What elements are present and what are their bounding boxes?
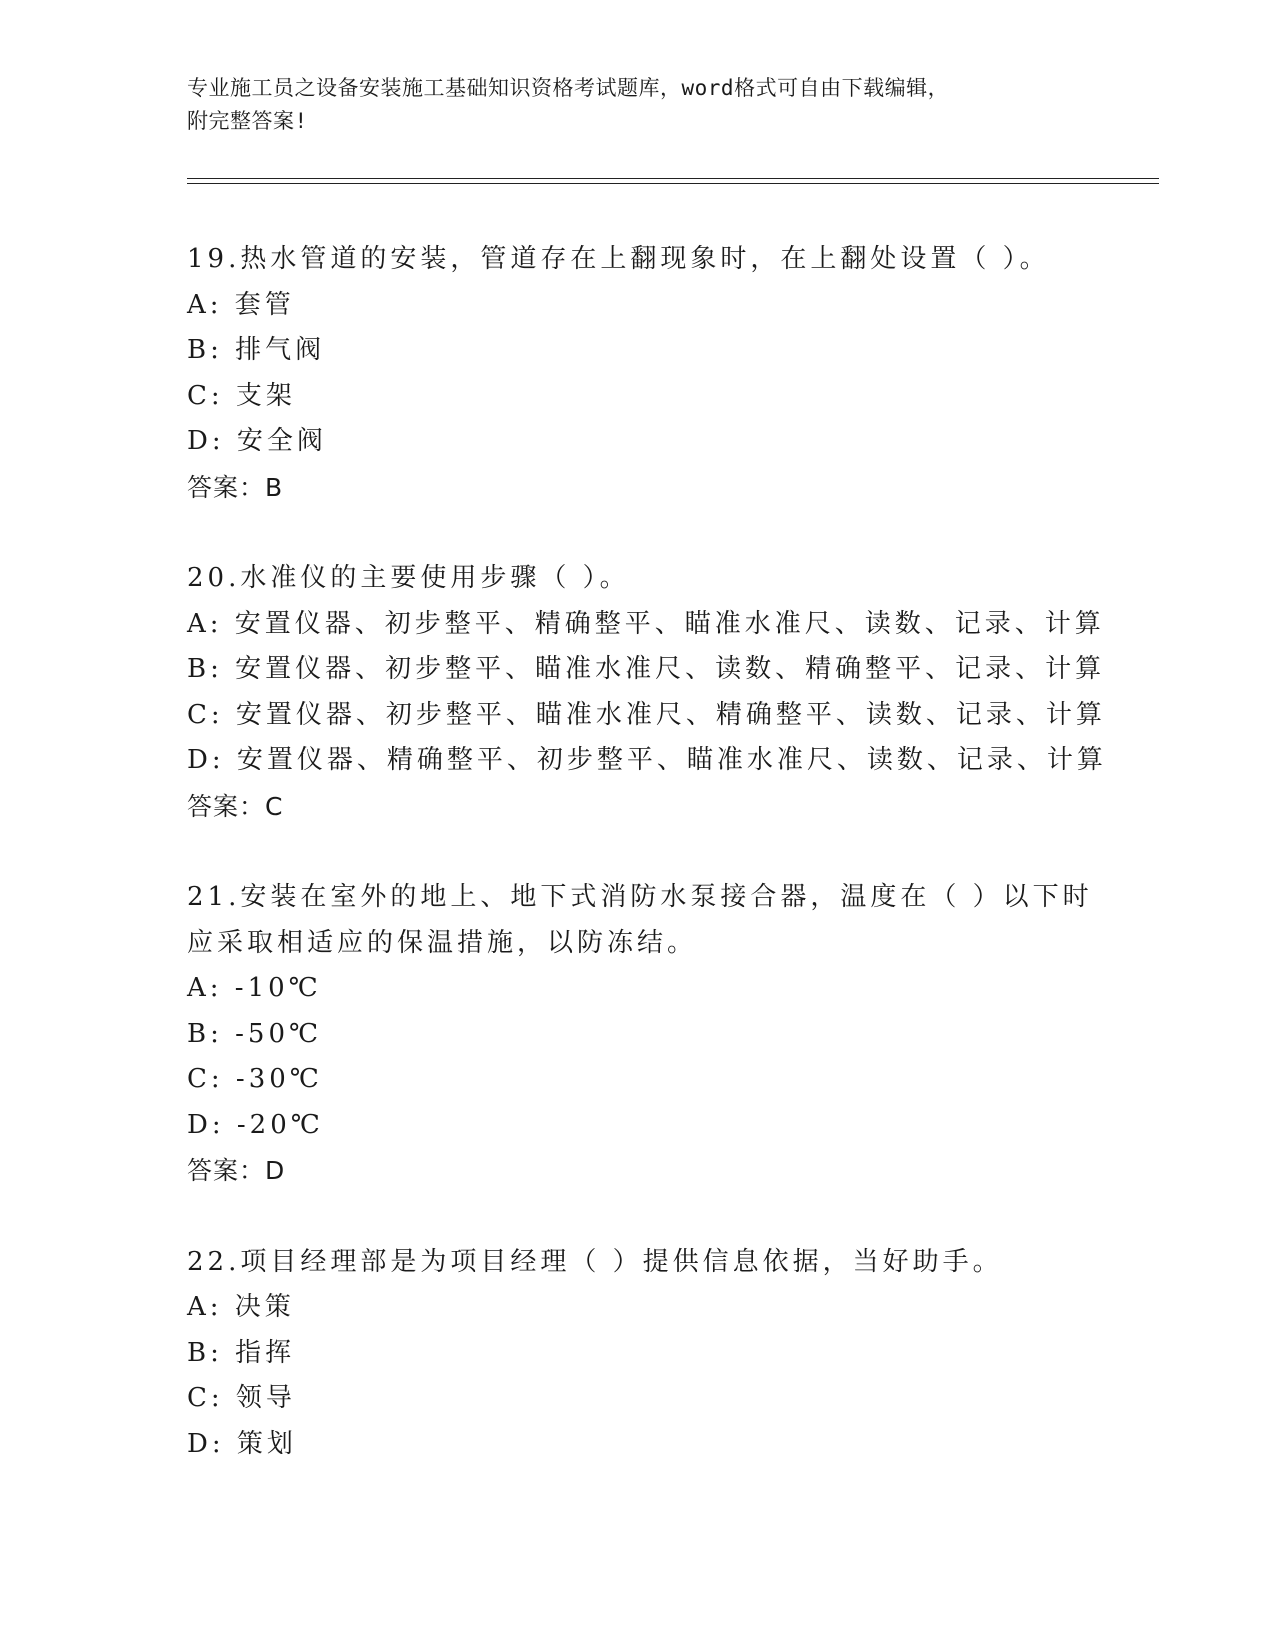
answer-line: 答案：D — [187, 1156, 286, 1185]
question-20 — [187, 556, 1107, 829]
header-divider-top — [187, 178, 1159, 179]
option-c: C: 支架 — [187, 380, 296, 411]
header-divider-bottom — [187, 183, 1159, 184]
answer-line: 答案：B — [187, 472, 284, 502]
option-c: C: 领导 — [187, 1383, 296, 1413]
question-stem-line: 21.安装在室外的地上、地下式消防水泵接合器，温度在（ ）以下时 — [187, 882, 1093, 912]
question-stem — [187, 1240, 1087, 1286]
option-d: D: 策划 — [187, 1428, 297, 1459]
header-line-1: 专业施工员之设备安装施工基础知识资格考试题库，word格式可自由下载编辑， — [187, 76, 950, 100]
question-stem-line: 19.热水管道的安装，管道存在上翻现象时，在上翻处设置（ ）。 — [187, 244, 1050, 274]
question-22 — [187, 1240, 1087, 1468]
option-b: B: 安置仪器、初步整平、瞄准水准尺、读数、精确整平、记录、计算 — [187, 654, 1106, 684]
question-stem-line: 应采取相适应的保温措施，以防冻结。 — [187, 927, 698, 958]
question-21 — [187, 875, 1093, 1194]
option-d: D: 安全阀 — [187, 426, 327, 456]
option-a: A: 安置仪器、初步整平、精确整平、瞄准水准尺、读数、记录、计算 — [187, 608, 1105, 639]
question-stem-line: 22.项目经理部是为项目经理（ ）提供信息依据，当好助手。 — [187, 1246, 1003, 1277]
question-stem — [187, 556, 1087, 602]
question-stem — [187, 237, 1087, 283]
document-header — [187, 72, 1067, 138]
option-c: C: -30℃ — [187, 1064, 323, 1094]
option-d: D: -20℃ — [187, 1109, 324, 1140]
option-d: D: 安置仪器、精确整平、初步整平、瞄准水准尺、读数、记录、计算 — [187, 745, 1107, 775]
question-stem-line: 20.水准仪的主要使用步骤（ ）。 — [187, 563, 630, 593]
question-19 — [187, 237, 1087, 510]
option-b: B: -50℃ — [187, 1018, 323, 1049]
option-a: A: 套管 — [187, 289, 295, 320]
option-a: A: -10℃ — [187, 973, 322, 1003]
answer-line: 答案：C — [187, 791, 284, 821]
option-b: B: 指挥 — [187, 1337, 296, 1368]
option-b: B: 排气阀 — [187, 335, 326, 365]
question-list — [187, 237, 1107, 1467]
header-line-2: 附完整答案! — [187, 109, 308, 133]
question-stem — [187, 875, 1093, 966]
option-c: C: 安置仪器、初步整平、瞄准水准尺、精确整平、读数、记录、计算 — [187, 699, 1106, 730]
option-a: A: 决策 — [187, 1292, 295, 1322]
